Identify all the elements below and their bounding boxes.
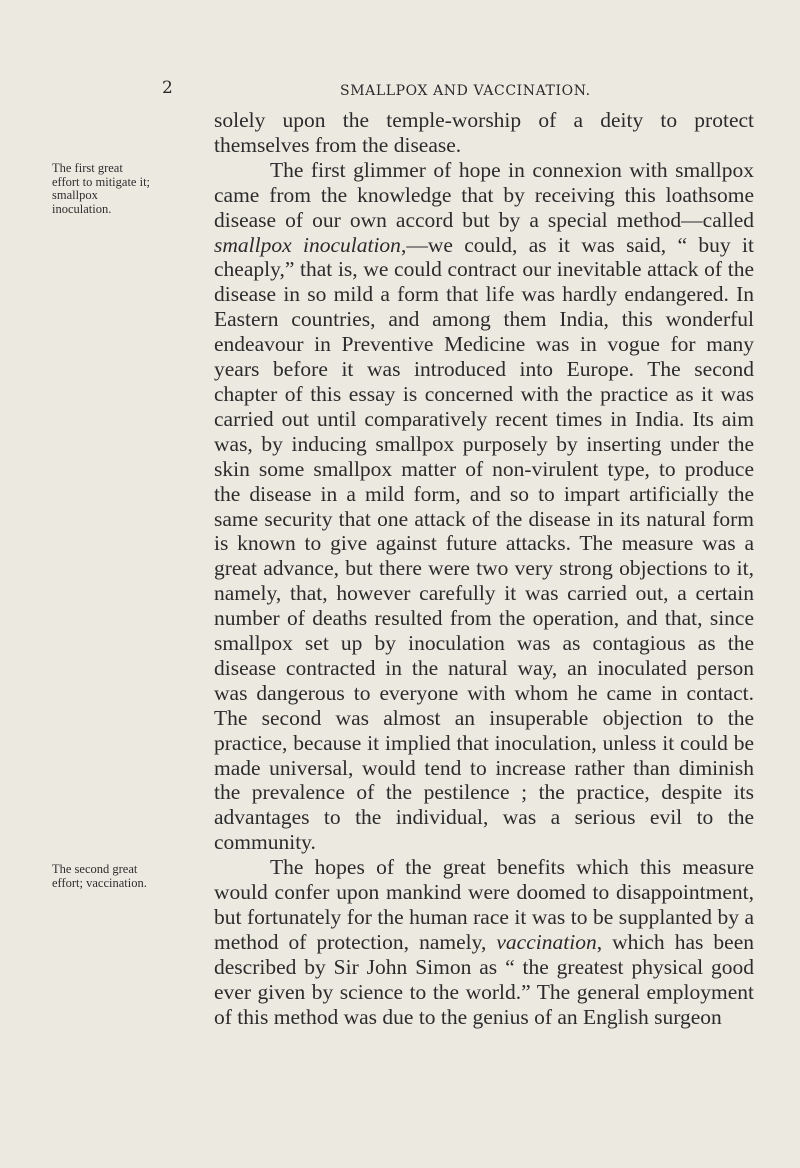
paragraph-3 [214,855,754,1029]
paragraph-2-part-b: ,—we could, as it was said, “ buy it cheaply,” that is, we could contract our inevitable attack of the disease in so mild a form that life was hardly endangered. In Eastern countries, and among them India, this wonderful endeavour in Preventive Medicine was in vogue for many years before it was introduced into Europe. The second chapter of this essay is concerned with the practice as it was carried out until comparatively recent times in India. Its aim was, by inducing smallpox purposely by inserting under the skin some smallpox matter of non-virulent type, to produce the disease in a mild form, and so to impart artificially the same security that one attack of the disease in its natural form is known to give against future attacks. The measure was a great advance, but there were two very strong objections to it, namely, that, however carefully it was carried out, a certain number of deaths resulted from the operation, and that, since smallpox set up by inoculation was as contagious as the disease contracted in the natural way, an inoculated person was dangerous to everyone with whom he came in contact. The second was almost an insuperable objection to the practice, because it implied that inoculation, unless it could be made universal, would tend to increase rather than diminish the prevalence of the pestilence ; the practice, despite its advantages to the individual, was a serious evil to the community. [214,232,754,855]
running-title: SMALLPOX AND VACCINATION. [340,83,591,99]
page-number: 2 [162,78,173,98]
paragraph-3-emphasis: vaccination [496,929,597,954]
paragraph-3-part-a: The hopes of the great benefits which this measure would confer upon mankind were doomed to disappointment, but fortunately for the human race it was to be supplanted by a method of protection, namely, [214,855,754,954]
paragraph-2-emphasis: smallpox inoculation [214,232,401,257]
paragraph-1: solely upon the temple-worship of a deity to protect themselves from the disease. [214,108,754,157]
paragraph-2 [214,158,754,855]
body-text [214,108,754,1030]
paragraph-3-part-b: , which has been described by Sir John Simon as “ the greatest physical good ever given by science to the world.” The general employment of this method was due to the genius of an English surgeon [214,929,754,1029]
paragraph-2-part-a: The first glimmer of hope in connexion with smallpox came from the knowledge that by receiving this loathsome disease of our own accord but by a special method—called [214,157,754,232]
margin-note-first-effort: The first great effort to mitigate it; smallpox inoculation. [52,161,151,216]
margin-note-second-effort: The second great effort; vaccination. [52,862,147,890]
